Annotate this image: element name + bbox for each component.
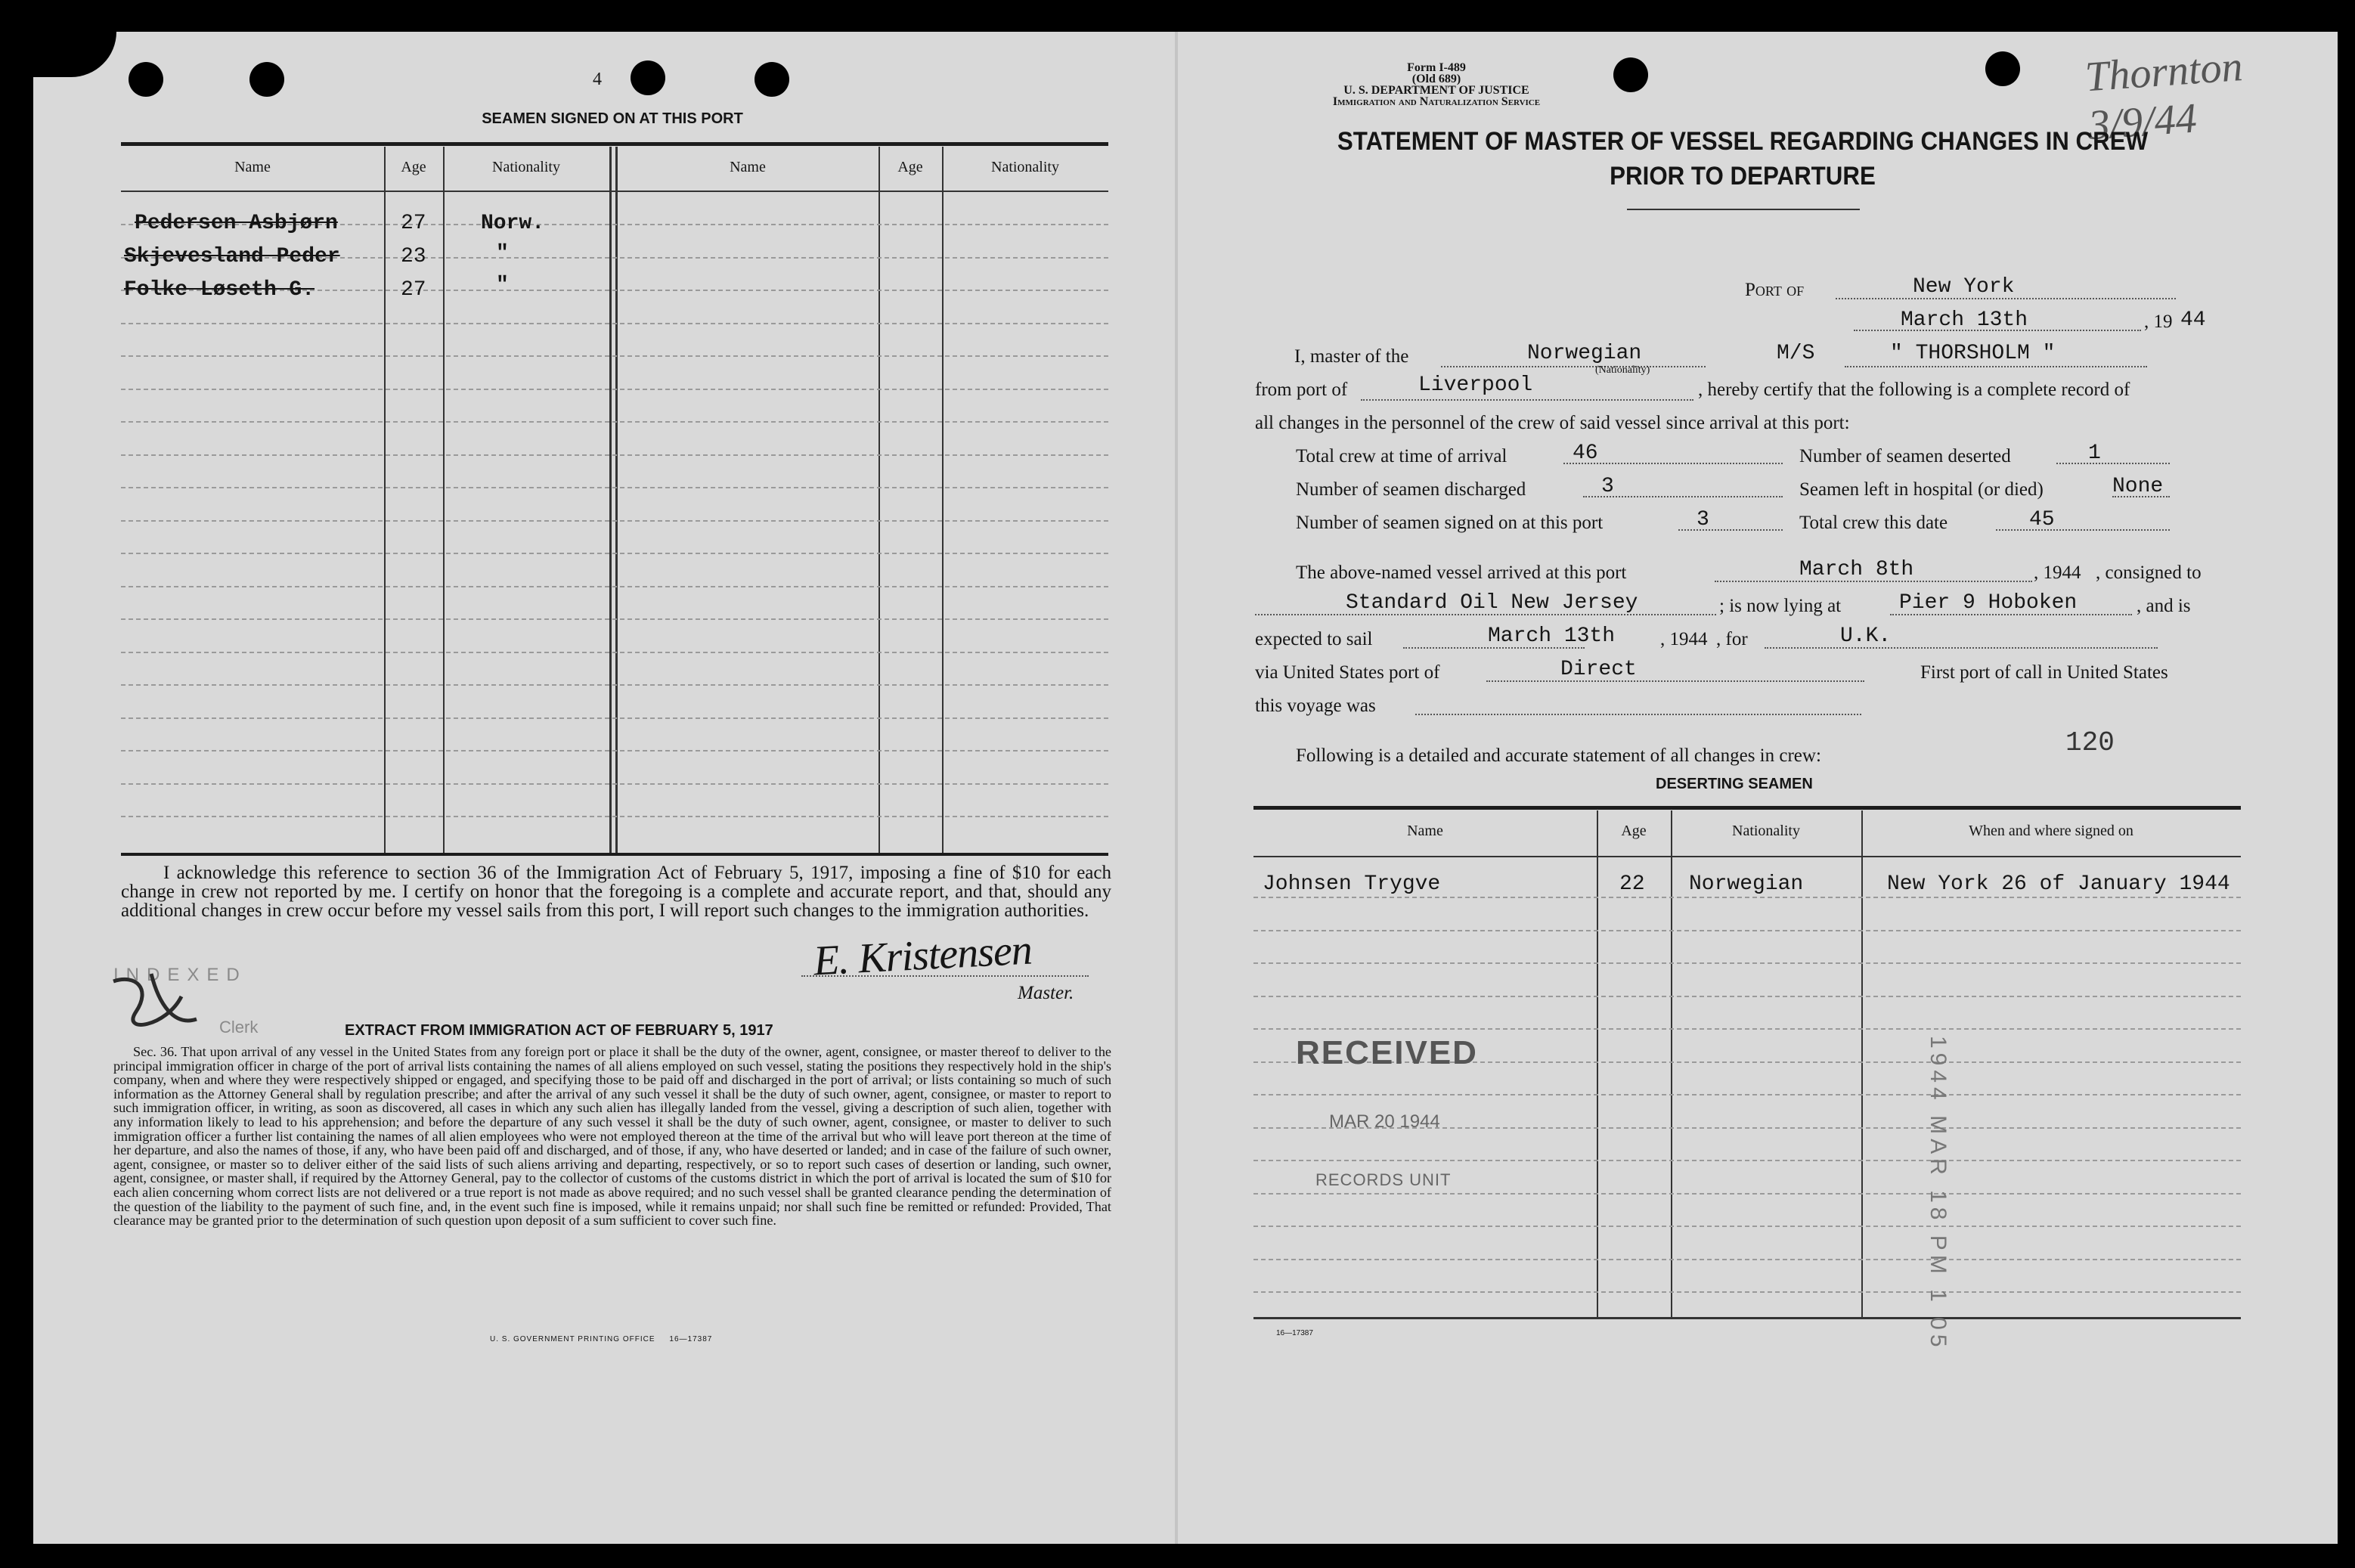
table-row-line (1253, 1193, 2241, 1195)
table-cell-nationality: Norwegian (1689, 872, 1804, 896)
arrived-year: , 1944 (2034, 562, 2081, 583)
for-label: , for (1716, 629, 1748, 649)
year-value: 44 (2180, 308, 2206, 332)
received-date-stamp: MAR 20 1944 (1329, 1111, 1440, 1132)
arrived-label: The above-named vessel arrived at this port (1296, 562, 1627, 583)
clerk-stamp: Clerk (219, 1018, 259, 1037)
column-header: Name (1407, 823, 1443, 839)
table-row-line (121, 816, 1108, 817)
sail-year: , 1944 (1660, 629, 1708, 649)
form-header (1285, 62, 1588, 107)
received-stamp: RECEIVED (1296, 1034, 1478, 1071)
desert-table-bottom (1253, 1317, 2241, 1319)
table-row-line (1253, 962, 2241, 964)
total-crew-arrival-value: 46 (1573, 442, 1598, 465)
port-value: New York (1913, 275, 2015, 299)
deserted-value: 1 (2088, 442, 2101, 465)
table-cell-nationality: " (496, 242, 509, 265)
table-row-line (121, 487, 1108, 488)
form-old-number: (Old 689) (1411, 73, 1461, 85)
deserting-title: DESERTING SEAMEN (1656, 776, 1813, 792)
first-port-label: First port of call in United States (1920, 662, 2168, 683)
extract-title: EXTRACT FROM IMMIGRATION ACT OF FEBRUARY 5, 1917 (345, 1022, 773, 1039)
nationality-value: Norwegian (1527, 342, 1642, 365)
column-header: Name (730, 159, 766, 175)
handwritten-annotation: Thornton 3/9/44 (2084, 42, 2245, 150)
indexed-stamp: INDEXED (113, 965, 247, 985)
table-row-line (1253, 1291, 2241, 1293)
nationality-line (1441, 366, 1706, 367)
arrived-date: March 8th (1799, 558, 1914, 581)
port-label: Port of (1745, 280, 1805, 300)
table-row-line (121, 389, 1108, 390)
lying-label: ; is now lying at (1719, 596, 1842, 616)
table-row-line (1253, 1028, 2241, 1030)
discharged-label: Number of seamen discharged (1296, 479, 1526, 500)
column-divider (443, 147, 445, 854)
table-cell-age: 22 (1619, 872, 1645, 896)
signed-on-value: 3 (1697, 508, 1709, 531)
column-header: Nationality (492, 159, 560, 175)
table-row-line (121, 323, 1108, 324)
signature-line (801, 975, 1089, 977)
nationality-caption: (Nationality) (1595, 364, 1650, 376)
following-text: Following is a detailed and accurate statement of all changes in crew: (1296, 745, 1821, 766)
date-value: March 13th (1901, 308, 2028, 332)
table-row-line (1253, 1094, 2241, 1095)
stat-line (2056, 463, 2170, 464)
from-port-value: Liverpool (1418, 373, 1533, 397)
page-number: 4 (593, 70, 602, 89)
via-value: Direct (1560, 658, 1637, 681)
table-row-line (121, 553, 1108, 554)
table-row-line (1253, 897, 2241, 898)
printing-office: U. S. GOVERNMENT PRINTING OFFICE 16—17387 (490, 1335, 713, 1343)
from-port-line (1361, 399, 1693, 401)
destination-value: U.K. (1840, 624, 1892, 648)
stat-line (1678, 529, 1783, 531)
punch-hole (129, 62, 163, 97)
records-unit-stamp: RECORDS UNIT (1315, 1170, 1452, 1189)
column-header: When and where signed on (1969, 823, 2133, 839)
table-row-line (121, 355, 1108, 357)
master-of-label: I, master of the (1294, 346, 1409, 367)
table-cell-nationality: " (496, 274, 509, 297)
column-divider (615, 147, 618, 854)
table-row-line (121, 454, 1108, 456)
table-row-line (1253, 1160, 2241, 1161)
sail-date: March 13th (1488, 624, 1616, 648)
certify-text: , hereby certify that the following is a complete record of (1698, 380, 2130, 400)
table-row-line (121, 717, 1108, 719)
number-stamp: 120 (2065, 727, 2115, 758)
punch-hole (1613, 57, 1648, 92)
column-header: Age (401, 159, 426, 175)
table-header-rule (121, 191, 1108, 192)
vessel-name: " THORSHOLM " (1890, 342, 2056, 365)
column-divider (1597, 810, 1598, 1317)
all-changes-text: all changes in the personnel of the crew of said vessel since arrival at this port: (1255, 413, 1850, 433)
this-voyage-line (1415, 714, 1861, 715)
table-row-line (1253, 1259, 2241, 1260)
column-header: Nationality (1732, 823, 1800, 839)
extract-text: Sec. 36. That upon arrival of any vessel in the United States from any foreign port or place it shall be the duty of the owner, agent, consignee, or master thereof to deliver to the principal immigration officer in charge of the port of arrival lists containing the names of all aliens employed on such vessel, stating the positions they respectively hold in the ship's company, when and where they were respectively shipped or engaged, and specifying those to be paid off and discharged in the port of arrival; or lists containing so much of such information as the Attorney General shall by regulation prescribe; and after the arrival of any such vessel it shall be the duty of such owner, agent, consignee, or master to report to such immigration officer, in writing, as soon as discovered, all cases in which any such alien has illegally landed from the vessel, giving a description of such alien, together with any information likely to lead to his apprehension; and before the departure of any such vessel it shall be the duty of such owner, agent, consignee, or master to deliver to such immigration officer a further list containing the names of all alien employees who were not employed thereon at the time of the arrival but who will leave port thereon at the time of her departure, and also the names of those, if any, who have been paid off and discharged, and of those, if any, who have deserted or landed; and in case of the failure of such owner, agent, consignee, or master so to deliver either of the said lists of such aliens arriving and departing, respectively, or so to report such cases of desertion or landing, such owner, agent, consignee, or master shall, if required by the Attorney General, pay to the collector of customs of the customs district in which the port of arrival is located the sum of $10 for each alien concerning whom correct lists are not delivered or a true report is not made as above required; and no such vessel shall be granted clearance pending the determination of the question of the liability to the payment of such fine, and, in the event such fine is imposed, while it remains unpaid; nor shall such fine be remitted or refunded: Provided, That clearance may be granted prior to the determination of such question upon deposit of a sum sufficient to cover such fine. (113, 1044, 1111, 1229)
year-prefix: , 19 (2144, 311, 2173, 332)
signed-on-label: Number of seamen signed on at this port (1296, 513, 1604, 533)
stat-line (2112, 496, 2170, 497)
department: U. S. DEPARTMENT OF JUSTICE (1343, 84, 1529, 97)
punch-hole (755, 62, 789, 97)
hospital-value: None (2112, 475, 2164, 498)
master-signature: E. Kristensen (812, 926, 1033, 985)
table-cell-signed-on: New York 26 of January 1944 (1887, 872, 2230, 896)
table-top-rule (121, 142, 1108, 146)
form-number: Form I-489 (1407, 61, 1466, 74)
desert-table-top (1253, 806, 2241, 810)
column-header: Age (1621, 823, 1647, 839)
table-row-line (1253, 930, 2241, 931)
page-fold (1175, 32, 1178, 1544)
column-header: Age (897, 159, 923, 175)
table-row-line (121, 421, 1108, 423)
table-cell-name: Pedersen Asbjørn (135, 212, 338, 235)
stat-line (1996, 529, 2170, 531)
section-title: SEAMEN SIGNED ON AT THIS PORT (482, 110, 743, 127)
vessel-type: M/S (1777, 342, 1815, 365)
lying-value: Pier 9 Hoboken (1899, 591, 2078, 615)
table-row-line (121, 783, 1108, 785)
consigned-label: , consigned to (2096, 562, 2202, 583)
consignee-value: Standard Oil New Jersey (1346, 591, 1638, 615)
via-line (1486, 680, 1864, 682)
table-row-line (121, 750, 1108, 751)
punch-hole (249, 62, 284, 97)
table-cell-name: Johnsen Trygve (1263, 872, 1441, 896)
punch-hole (631, 60, 665, 95)
form-title-line2: PRIOR TO DEPARTURE (1610, 162, 1876, 191)
table-row-line (121, 684, 1108, 686)
title-underline (1627, 209, 1860, 210)
hospital-label: Seamen left in hospital (or died) (1799, 479, 2044, 500)
discharged-value: 3 (1601, 475, 1614, 498)
column-divider (609, 147, 612, 854)
column-divider (384, 147, 386, 854)
and-is-label: , and is (2137, 596, 2191, 616)
total-crew-date-label: Total crew this date (1799, 513, 1948, 533)
table-row-line (1253, 996, 2241, 997)
table-row-line (121, 618, 1108, 620)
form-code: 16—17387 (1276, 1329, 1313, 1337)
column-divider (878, 147, 880, 854)
table-row-line (121, 652, 1108, 653)
table-row-line (1253, 1226, 2241, 1227)
deserted-label: Number of seamen deserted (1799, 446, 2011, 466)
service: Immigration and Naturalization Service (1332, 95, 1541, 108)
expected-label: expected to sail (1255, 629, 1373, 649)
table-row-line (121, 586, 1108, 587)
table-cell-age: 23 (401, 245, 426, 268)
vessel-line (1845, 366, 2147, 367)
table-cell-nationality: Norw. (481, 212, 545, 235)
table-bottom-rule (121, 853, 1108, 856)
destination-line (1765, 647, 2158, 649)
column-header: Nationality (991, 159, 1059, 175)
via-label: via United States port of (1255, 662, 1440, 683)
column-divider (942, 147, 944, 854)
from-port-label: from port of (1255, 380, 1348, 400)
table-cell-name: Folke Løseth G. (124, 278, 315, 302)
form-title-line1: STATEMENT OF MASTER OF VESSEL REGARDING CHANGES IN CREW (1337, 127, 2149, 156)
column-divider (1671, 810, 1672, 1317)
column-header: Name (234, 159, 271, 175)
clerk-initial-mark (106, 966, 219, 1042)
punch-hole (1985, 51, 2020, 86)
master-label: Master. (1018, 983, 1074, 1003)
acknowledgment-text: I acknowledge this reference to section 36 of the Immigration Act of February 5, 1917, imposing a fine of $10 for each change in crew not reported by me. I certify on honor that the foregoing is a complete and accurate report, and that, should any additional changes in crew occur before my vessel sails from this port, I will report such changes to the immigration authorities. (121, 863, 1111, 921)
column-divider (1861, 810, 1863, 1317)
table-cell-age: 27 (401, 212, 426, 235)
table-cell-age: 27 (401, 278, 426, 302)
table-cell-name: Skjevesland Peder (124, 245, 340, 268)
total-crew-arrival-label: Total crew at time of arrival (1296, 446, 1508, 466)
desert-table-header-rule (1253, 856, 2241, 857)
total-crew-date-value: 45 (2029, 508, 2055, 531)
table-row-line (121, 520, 1108, 522)
vertical-date-stamp: 1944 MAR 18 PM 1 05 (1926, 1036, 1951, 1352)
this-voyage-label: this voyage was (1255, 696, 1376, 716)
